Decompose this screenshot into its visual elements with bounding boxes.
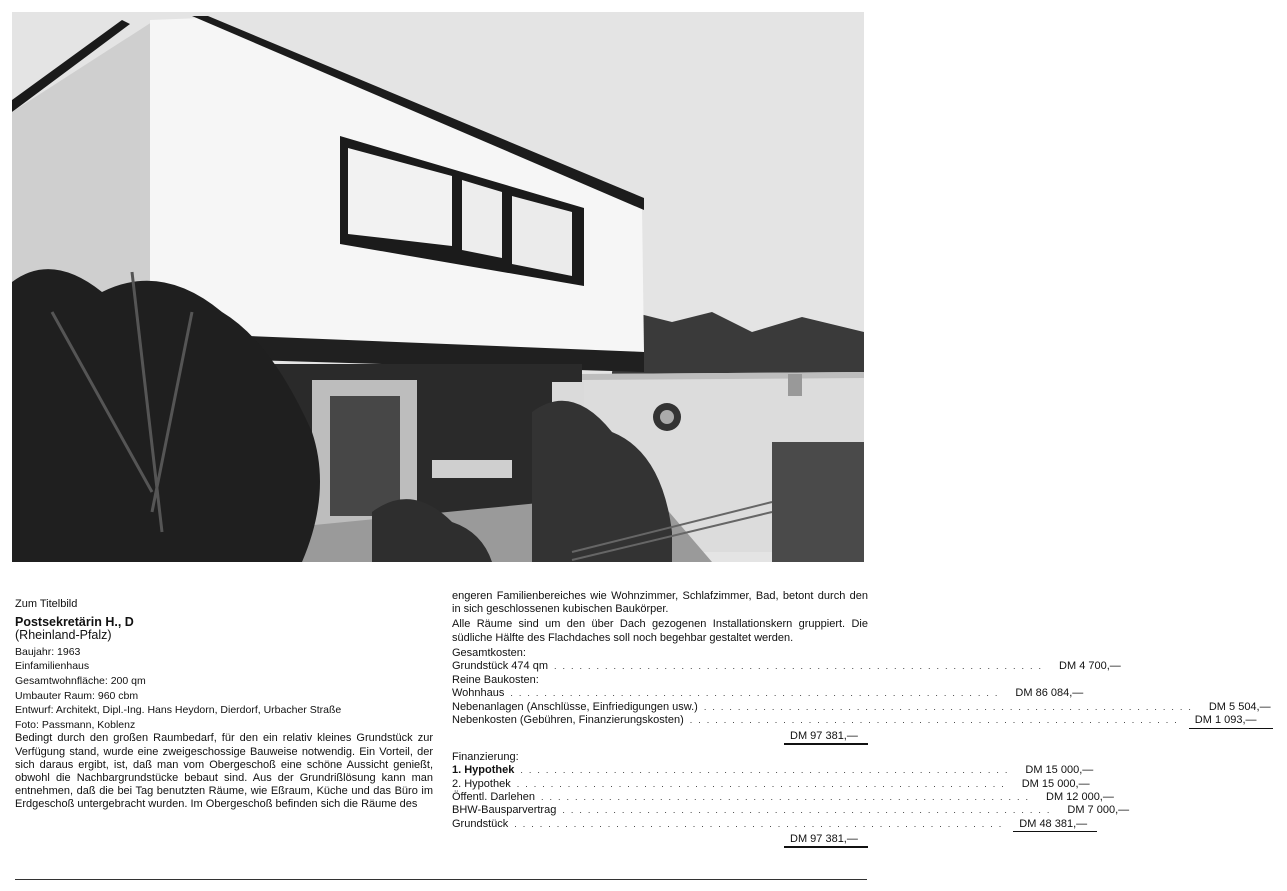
description-paragraph-continued: engeren Familienbereiches wie Wohnzimmer, Schlafzimmer, Bad, betont durch den in sich geschlossenen kubischen Baukörper. bbox=[452, 590, 868, 616]
description-paragraph: Bedingt durch den großen Raumbedarf, für den ein relativ kleines Grundstück zur Verfügung stand, wurde eine zweigeschossige Bauweise notwendig. Ein Vorteil, der sich daraus ergibt, ist, daß man vom Obergeschoß eine schöne Aussicht genießt, obwohl die Nachbargrundstücke bebaut sind. Aus der Grundrißlösung kann man entnehmen, daß die bei Tag benutzten Räume, wie Eßraum, Küche und das Büro im Erdgeschoß untergebracht wurden. Im Obergeschoß befinden sich die Räume des bbox=[15, 732, 433, 811]
leader-dots: .......................................................... bbox=[514, 818, 1008, 829]
cost-row bbox=[452, 714, 1257, 728]
fact-item: Umbauter Raum: 960 cbm bbox=[15, 689, 139, 702]
financing-row bbox=[452, 791, 1114, 804]
financing-row bbox=[452, 764, 1094, 777]
fact-item: Baujahr: 1963 bbox=[15, 645, 81, 658]
financing-label: Öffentl. Darlehen bbox=[452, 791, 535, 804]
owner-name: Postsekretärin H., D bbox=[15, 614, 134, 629]
leader-dots: .......................................................... bbox=[562, 805, 1056, 816]
caption-right-column bbox=[452, 590, 1271, 848]
leader-dots: .......................................................... bbox=[516, 778, 1010, 789]
financing-amount: DM 12 000,— bbox=[1046, 791, 1114, 804]
leader-dots: .......................................................... bbox=[554, 661, 1048, 672]
leader-dots: .......................................................... bbox=[703, 701, 1197, 712]
financing-amount: DM 15 000,— bbox=[1021, 777, 1090, 790]
house-photo bbox=[12, 12, 864, 562]
fact-item: Einfamilienhaus bbox=[15, 660, 90, 673]
cost-amount: DM 86 084,— bbox=[1015, 687, 1084, 700]
cost-row bbox=[452, 700, 1271, 714]
owner-region: (Rheinland-Pfalz) bbox=[15, 628, 112, 643]
costs-total-row bbox=[452, 729, 868, 745]
leader-dots: .......................................................... bbox=[689, 715, 1183, 726]
cost-label: Wohnhaus bbox=[452, 687, 505, 700]
leader-dots: .......................................................... bbox=[520, 765, 1014, 776]
caption-left-column bbox=[15, 598, 433, 812]
cost-amount: DM 1 093,— bbox=[1189, 714, 1273, 728]
leader-dots: .......................................................... bbox=[510, 688, 1004, 699]
financing-amount: DM 15 000,— bbox=[1025, 764, 1094, 777]
cost-label: Grundstück 474 qm bbox=[452, 660, 548, 673]
facts-list bbox=[15, 645, 433, 733]
cost-row bbox=[452, 687, 1084, 700]
caption-label: Zum Titelbild bbox=[15, 598, 78, 610]
fact-item: Foto: Passmann, Koblenz bbox=[15, 718, 136, 731]
financing-total-row bbox=[452, 832, 868, 848]
costs-header: Gesamtkosten: bbox=[452, 646, 526, 659]
cost-amount: DM 5 504,— bbox=[1208, 700, 1271, 713]
financing-row bbox=[452, 817, 1088, 832]
financing-label: 1. Hypothek bbox=[452, 764, 515, 777]
fact-item: Gesamtwohnfläche: 200 qm bbox=[15, 674, 146, 687]
financing-total: DM 97 381,— bbox=[784, 832, 868, 848]
financing-header: Finanzierung: bbox=[452, 750, 519, 763]
financing-amount: DM 48 381,— bbox=[1013, 818, 1097, 832]
costs-subheader: Reine Baukosten: bbox=[452, 673, 539, 686]
cost-label: Nebenkosten (Gebühren, Finanzierungskosten) bbox=[452, 714, 684, 727]
financing-amount: DM 7 000,— bbox=[1067, 804, 1130, 817]
financing-row bbox=[452, 804, 1130, 817]
fact-item: Entwurf: Architekt, Dipl.-Ing. Hans Heydorn, Dierdorf, Urbacher Straße bbox=[15, 704, 342, 717]
financing-label: BHW-Bausparvertrag bbox=[452, 804, 557, 817]
bottom-rule bbox=[15, 879, 867, 880]
financing-label: 2. Hypothek bbox=[452, 777, 511, 790]
cost-amount: DM 4 700,— bbox=[1059, 660, 1121, 673]
cost-label: Nebenanlagen (Anschlüsse, Einfriedigungen usw.) bbox=[452, 700, 698, 713]
cost-row bbox=[452, 660, 1121, 673]
description-paragraph-layout: Alle Räume sind um den über Dach gezogenen Installationskern gruppiert. Die südliche Hälfte des Flachdaches soll noch begehbar gestaltet werden. bbox=[452, 618, 868, 644]
financing-row bbox=[452, 777, 1090, 791]
financing-label: Grundstück bbox=[452, 817, 509, 830]
costs-total: DM 97 381,— bbox=[784, 729, 868, 745]
leader-dots: .......................................................... bbox=[540, 792, 1034, 803]
